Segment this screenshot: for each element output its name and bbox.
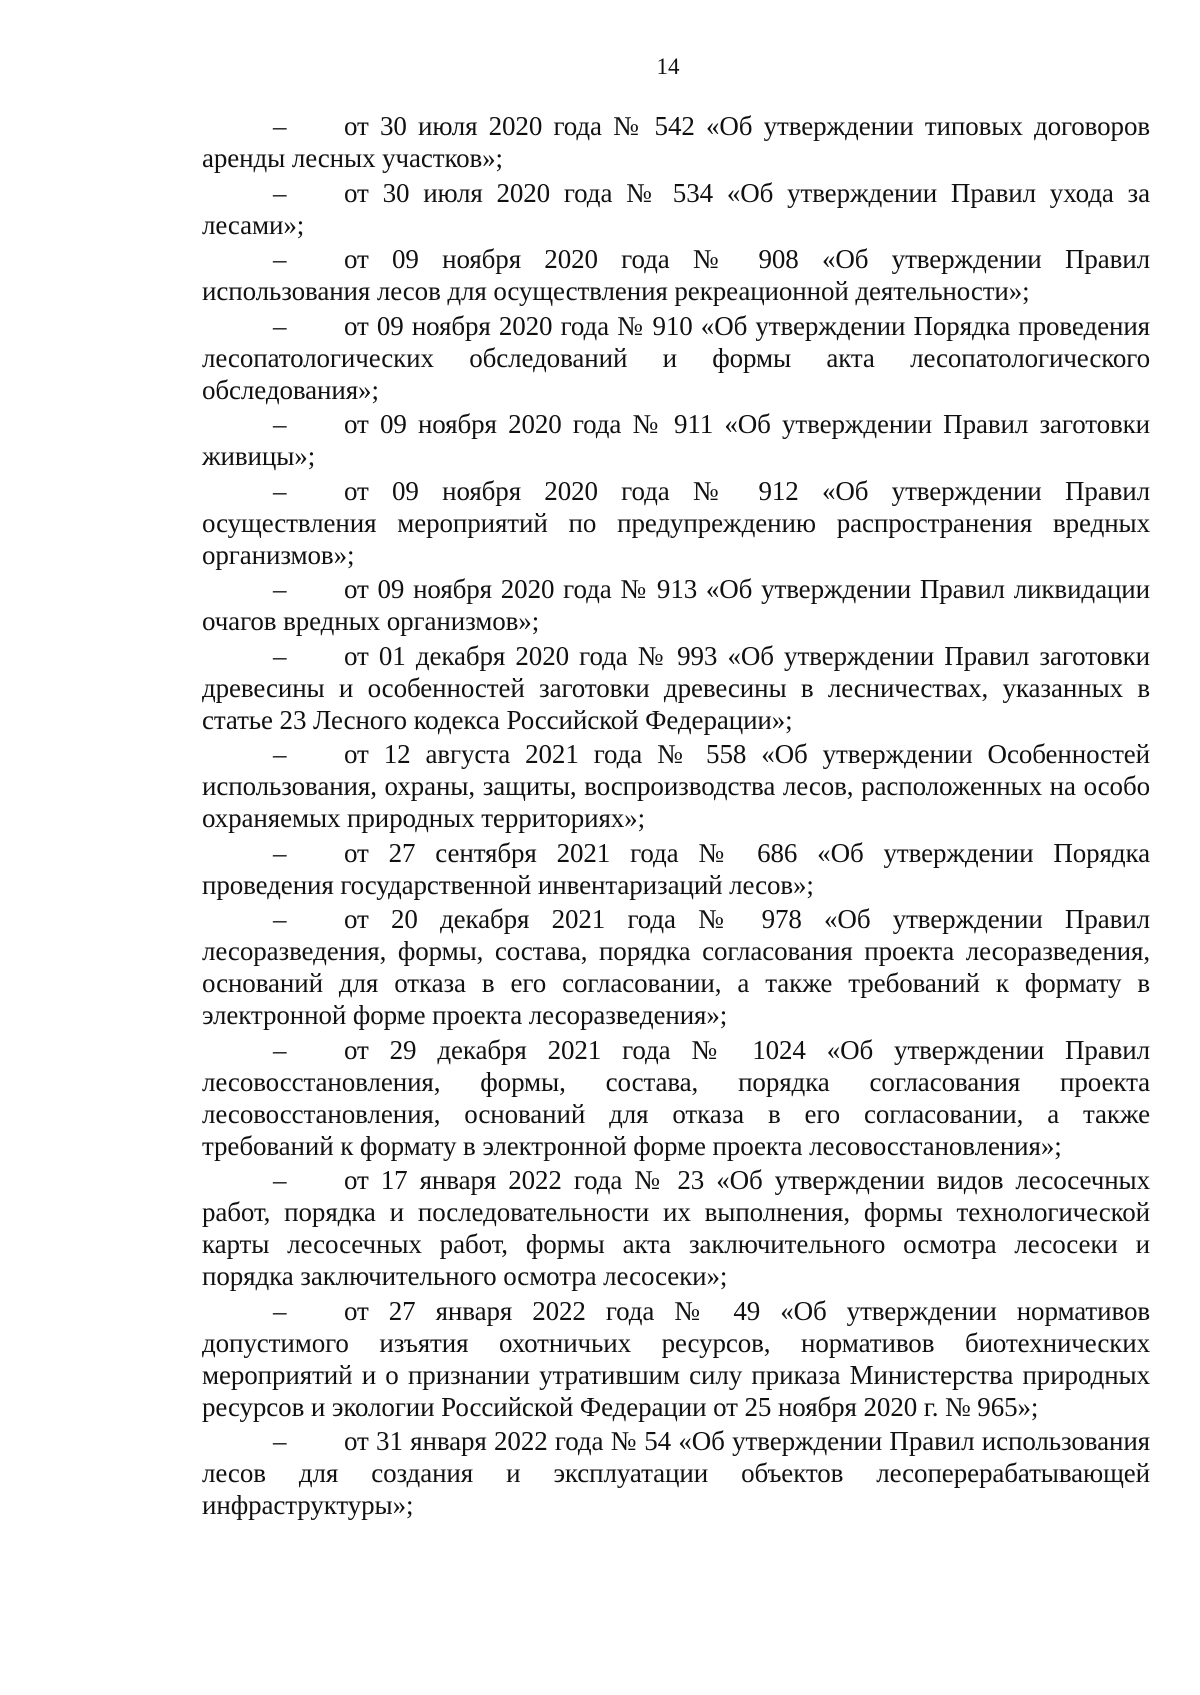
list-item (202, 243, 1150, 307)
list-item-text: от 27 января 2022 года № 49 «Об утверждении нормативов допустимого изъятия охотничьих ресурсов, нормативов биотехнических мероприятий и о признании утратившим силу приказа Министерства природных ресурсов и экологии Российской Федерации от 25 ноября 2020 г. № 965»; (202, 1295, 1150, 1422)
page-number: 14 (656, 54, 680, 79)
list-item-text: от 30 июля 2020 года № 542 «Об утверждении типовых договоров аренды лесных участков»; (202, 111, 1150, 173)
list-dash: – (273, 739, 287, 769)
list-item-text: от 09 ноября 2020 года № 911 «Об утверждении Правил заготовки живицы»; (202, 409, 1150, 471)
regulation-list (202, 110, 1150, 1524)
list-item (202, 408, 1150, 472)
list-item-text: от 09 ноября 2020 года № 910 «Об утверждении Порядка проведения лесопатологических обследований и формы акта лесопатологического обследования»; (202, 310, 1150, 405)
list-dash: – (273, 409, 287, 439)
list-dash: – (273, 310, 287, 341)
list-item (202, 903, 1150, 1031)
list-dash: – (273, 1165, 287, 1195)
list-dash: – (273, 475, 287, 506)
list-dash: – (273, 1426, 287, 1456)
list-dash: – (273, 640, 287, 671)
list-item (202, 738, 1150, 834)
list-item-text: от 01 декабря 2020 года № 993 «Об утверждении Правил заготовки древесины и особенностей заготовки древесины в лесничествах, указанных в статье 23 Лесного кодекса Российской Федерации»; (202, 640, 1150, 735)
list-item (202, 837, 1150, 901)
list-dash: – (273, 244, 287, 274)
list-item-text: от 09 ноября 2020 года № 908 «Об утверждении Правил использования лесов для осуществления рекреационной деятельности»; (202, 244, 1150, 306)
list-item (202, 177, 1150, 241)
list-item-text: от 27 сентября 2021 года № 686 «Об утверждении Порядка проведения государственной инвентаризаций лесов»; (202, 837, 1150, 900)
list-item-text: от 12 августа 2021 года № 558 «Об утверждении Особенностей использования, охраны, защиты, воспроизводства лесов, расположенных на особо охраняемых природных территориях»; (202, 739, 1150, 833)
list-item (202, 1164, 1150, 1292)
list-dash: – (273, 904, 287, 934)
list-item (202, 573, 1150, 637)
list-item-text: от 09 ноября 2020 года № 913 «Об утверждении Правил ликвидации очагов вредных организмов»; (202, 574, 1150, 636)
list-item (202, 640, 1150, 736)
list-item-text: от 20 декабря 2021 года № 978 «Об утверждении Правил лесоразведения, формы, состава, порядка согласования проекта лесоразведения, оснований для отказа в его согласовании, а также требований к формату в электронной форме проекта лесоразведения»; (202, 904, 1150, 1030)
list-dash: – (273, 111, 287, 141)
list-dash: – (273, 1295, 287, 1326)
list-dash: – (273, 574, 287, 604)
list-item-text: от 31 января 2022 года № 54 «Об утверждении Правил использования лесов для создания и эксплуатации объектов лесоперерабатывающей инфраструктуры»; (202, 1426, 1150, 1520)
list-item-text: от 29 декабря 2021 года № 1024 «Об утверждении Правил лесовосстановления, формы, состава, порядка согласования проекта лесовосстановления, оснований для отказа в его согласовании, а также требований к формату в электронной форме проекта лесовосстановления»; (202, 1034, 1150, 1161)
list-item (202, 1425, 1150, 1521)
list-dash: – (273, 837, 287, 868)
list-item (202, 475, 1150, 571)
list-item (202, 1034, 1150, 1162)
list-item-text: от 09 ноября 2020 года № 912 «Об утверждении Правил осуществления мероприятий по предупреждению распространения вредных организмов»; (202, 475, 1150, 570)
list-item-text: от 17 января 2022 года № 23 «Об утверждении видов лесосечных работ, порядка и последовательности их выполнения, формы технологической карты лесосечных работ, формы акта заключительного осмотра лесосеки и порядка заключительного осмотра лесосеки»; (202, 1165, 1150, 1291)
list-item (202, 310, 1150, 406)
list-dash: – (273, 1034, 287, 1065)
list-item (202, 110, 1150, 174)
list-dash: – (273, 177, 287, 208)
list-item (202, 1295, 1150, 1423)
list-item-text: от 30 июля 2020 года № 534 «Об утверждении Правил ухода за лесами»; (202, 177, 1150, 240)
